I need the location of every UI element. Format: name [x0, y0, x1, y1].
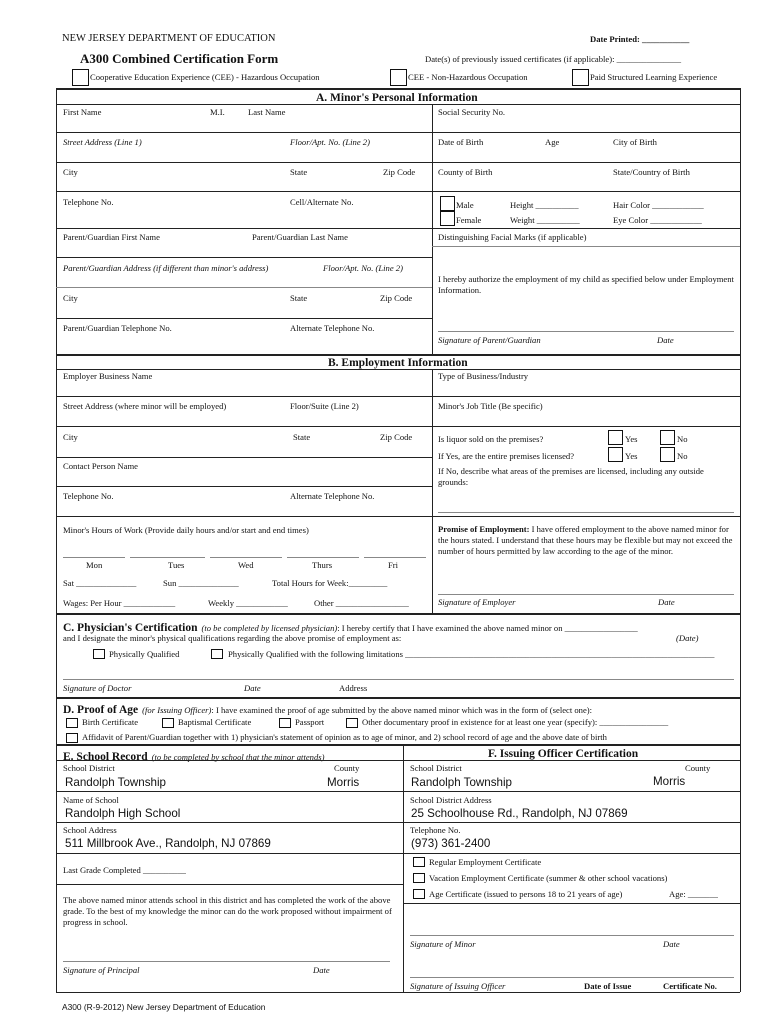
- promise-of-employment: [438, 524, 734, 557]
- pg-address-label: Parent/Guardian Address (if different than minor's address): [63, 263, 269, 273]
- employer-phone-label: Telephone No.: [63, 491, 114, 501]
- section-c-title: C. Physician's Certification: [63, 622, 198, 634]
- day-mon: Mon: [86, 560, 103, 570]
- principal-signature-label: Signature of Principal: [63, 965, 140, 975]
- age-label: Age: [545, 137, 560, 147]
- employer-name-label: Employer Business Name: [63, 371, 153, 381]
- liquor-yes-checkbox[interactable]: [608, 430, 623, 445]
- section-e-subtitle: (to be completed by school that the minor attends): [151, 752, 325, 762]
- floor-apt-label: Floor/Apt. No. (Line 2): [290, 137, 370, 147]
- fri-line: [364, 557, 426, 558]
- row-rule: [403, 903, 740, 904]
- e-county-label: County: [334, 763, 360, 773]
- day-fri: Fri: [388, 560, 399, 570]
- work-city-label: City: [63, 432, 78, 442]
- employer-signature-label: Signature of Employer: [438, 597, 516, 607]
- f-county-value[interactable]: Morris: [653, 775, 686, 788]
- business-type-label: Type of Business/Industry: [438, 371, 529, 381]
- row-rule: [56, 760, 740, 761]
- affidavit-checkbox[interactable]: [66, 733, 78, 743]
- parent-authorization-text: I hereby authorize the employment of my child as specified below under Employment Information.: [438, 274, 734, 295]
- department-name: NEW JERSEY DEPARTMENT OF EDUCATION: [62, 33, 276, 44]
- job-title-label: Minor's Job Title (Be specific): [438, 401, 543, 411]
- female-label: Female: [456, 215, 482, 225]
- passport-label: Passport: [295, 717, 325, 727]
- street-line1-label: Street Address (Line 1): [63, 137, 142, 147]
- pg-alt-phone-label: Alternate Telephone No.: [290, 323, 375, 333]
- cell-label: Cell/Alternate No.: [290, 197, 354, 207]
- row-rule: [56, 162, 740, 163]
- female-checkbox[interactable]: [440, 211, 455, 226]
- section-c-subtitle: (to be completed by licensed physician): [201, 623, 338, 633]
- city-of-birth-label: City of Birth: [613, 137, 657, 147]
- f-phone-value[interactable]: (973) 361-2400: [411, 837, 491, 850]
- doctor-address-label: Address: [339, 683, 368, 693]
- pg-last-name-label: Parent/Guardian Last Name: [252, 232, 348, 242]
- regular-cert-label: Regular Employment Certificate: [429, 857, 542, 867]
- work-state-label: State: [293, 432, 311, 442]
- section-a-top-rule: [56, 88, 740, 90]
- tues-line: [130, 557, 205, 558]
- eye-color-field[interactable]: Eye Color ____________: [613, 215, 702, 225]
- school-name-label: Name of School: [63, 795, 119, 805]
- licensed-areas-text: If No, describe what areas of the premises are licensed, including any outside grounds:: [438, 466, 704, 487]
- facial-marks-label: [438, 233, 586, 242]
- pg-floor-label: Floor/Apt. No. (Line 2): [323, 263, 403, 273]
- section-d-heading: [63, 701, 592, 717]
- baptismal-checkbox[interactable]: [162, 718, 174, 728]
- thin-rule: [432, 246, 740, 247]
- mon-line: [63, 557, 125, 558]
- row-rule: [56, 791, 403, 792]
- row-rule: [56, 396, 740, 397]
- previous-certificates: Date(s) of previously issued certificates (if applicable): _______________: [425, 54, 682, 64]
- section-c-date-label: (Date): [676, 633, 699, 643]
- signature-line: [438, 331, 734, 332]
- section-b-top-rule: [56, 354, 740, 356]
- thin-rule: [438, 512, 734, 513]
- qualified-limits-label: Physically Qualified with the following limitations ________________________________________________________________________: [228, 649, 715, 659]
- section-c-top-rule: [56, 613, 740, 615]
- row-rule: [56, 191, 740, 192]
- school-address-value[interactable]: 511 Millbrook Ave., Randolph, NJ 07869: [65, 837, 271, 850]
- zip-label: Zip Code: [383, 167, 416, 177]
- wages-hourly-field[interactable]: Wages: Per Hour ____________: [63, 598, 176, 608]
- school-address-label: School Address: [63, 825, 117, 835]
- male-label: Male: [456, 200, 474, 210]
- frame-left: [56, 88, 57, 992]
- liquor-no-label: No: [677, 434, 688, 444]
- signature-line: [410, 935, 734, 936]
- section-b-title: B. Employment Information: [328, 357, 468, 369]
- licensed-no-label: No: [677, 451, 688, 461]
- officer-signature-label: Signature of Issuing Officer: [410, 981, 506, 991]
- doctor-date-label: Date: [244, 683, 261, 693]
- e-county-value[interactable]: Morris: [327, 776, 360, 789]
- minor-signature-date-label: Date: [663, 939, 680, 949]
- cee-hazardous-checkbox[interactable]: [72, 69, 89, 86]
- other-doc-checkbox[interactable]: [346, 718, 358, 728]
- physically-qualified-label: Physically Qualified: [109, 649, 180, 659]
- dob-label: Date of Birth: [438, 137, 484, 147]
- row-rule: [56, 132, 740, 133]
- row-rule: [56, 822, 403, 823]
- work-zip-label: Zip Code: [380, 432, 413, 442]
- liquor-question: Is liquor sold on the premises?: [438, 434, 544, 444]
- signature-line: [438, 594, 734, 595]
- section-d-title: D. Proof of Age: [63, 704, 139, 716]
- frame-bottom: [56, 992, 740, 993]
- pg-city-label: City: [63, 293, 78, 303]
- row-rule: [56, 516, 740, 517]
- row-rule: [56, 457, 432, 458]
- cee-nonhazardous-label: CEE - Non-Hazardous Occupation: [408, 72, 528, 82]
- form-footer: A300 (R-9-2012) New Jersey Department of Education: [62, 1002, 266, 1012]
- pg-state-label: State: [290, 293, 308, 303]
- pg-first-name-label: Parent/Guardian First Name: [63, 232, 160, 242]
- section-c-text: : I hereby certify that I have examined the above named minor on _________________: [337, 623, 638, 633]
- frame-right: [740, 88, 741, 992]
- wages-other-field[interactable]: Other _________________: [314, 598, 409, 608]
- middle-initial-label: M.I.: [210, 107, 225, 117]
- e-district-value[interactable]: Randolph Township: [65, 776, 166, 789]
- section-e-heading: [63, 748, 324, 764]
- section-d-text: : I have examined the proof of age submitted by the above named minor which was in the form of (select one):: [211, 705, 593, 715]
- row-rule: [56, 318, 432, 319]
- other-doc-label: Other documentary proof in existence for at least one year (specify): ________________: [362, 717, 669, 727]
- hours-of-work-label: [63, 526, 309, 535]
- section-e-title: E. School Record: [63, 751, 148, 763]
- vacation-cert-checkbox[interactable]: [413, 873, 425, 883]
- thin-rule: [56, 287, 432, 288]
- vacation-cert-label: Vacation Employment Certificate (summer & other school vacations): [429, 873, 668, 883]
- floor-suite-label: Floor/Suite (Line 2): [290, 401, 359, 411]
- baptismal-label: Baptismal Certificate: [178, 717, 252, 727]
- qualified-limits-checkbox[interactable]: [211, 649, 223, 659]
- height-field[interactable]: Height __________: [510, 200, 579, 210]
- date-of-issue-label: Date of Issue: [584, 981, 632, 991]
- section-d-top-rule: [56, 697, 740, 699]
- employer-alt-phone-label: Alternate Telephone No.: [290, 491, 375, 501]
- promise-bold: Promise of Employment:: [438, 524, 530, 534]
- licensed-no-checkbox[interactable]: [660, 447, 675, 462]
- pg-phone-label: Parent/Guardian Telephone No.: [63, 323, 172, 333]
- row-rule: [56, 884, 403, 885]
- day-wed: Wed: [238, 560, 254, 570]
- section-a-title: A. Minor's Personal Information: [316, 92, 478, 104]
- male-checkbox[interactable]: [440, 196, 455, 211]
- saturday-field[interactable]: Sat ______________: [63, 578, 137, 588]
- section-d-subtitle: (for Issuing Officer): [142, 705, 212, 715]
- age-cert-checkbox[interactable]: [413, 889, 425, 899]
- f-district-value[interactable]: Randolph Township: [411, 776, 512, 789]
- weight-field[interactable]: Weight __________: [510, 215, 580, 225]
- promise-text: I have offered employment to the above named minor for the hours stated. I understand that these hours may be flexible but may not exceed the number of hours permitted by law according to the age of the minor.: [438, 524, 733, 556]
- thurs-line: [287, 557, 359, 558]
- work-street-label: Street Address (where minor will be employed): [63, 401, 227, 411]
- wed-line: [210, 557, 282, 558]
- parent-signature-label: Signature of Parent/Guardian: [438, 335, 541, 345]
- first-name-label: First Name: [63, 107, 102, 117]
- state-label: State: [290, 167, 308, 177]
- state-country-birth-label: State/Country of Birth: [613, 167, 690, 177]
- row-rule: [56, 486, 432, 487]
- section-ef-top-rule: [56, 744, 740, 746]
- last-grade-field[interactable]: Last Grade Completed __________: [63, 865, 186, 875]
- telephone-label: Telephone No.: [63, 197, 114, 207]
- liquor-no-checkbox[interactable]: [660, 430, 675, 445]
- licensed-yes-label: Yes: [625, 451, 638, 461]
- row-rule: [56, 257, 432, 258]
- row-rule: [56, 369, 740, 370]
- physically-qualified-checkbox[interactable]: [93, 649, 105, 659]
- row-rule: [403, 853, 740, 854]
- liquor-yes-label: Yes: [625, 434, 638, 444]
- sunday-field[interactable]: Sun ______________: [163, 578, 239, 588]
- facial-marks-text: Distinguishing Facial Marks (if applicable): [438, 232, 587, 242]
- principal-date-label: Date: [313, 965, 330, 975]
- age-cert-label: Age Certificate (issued to persons 18 to 21 years of age): [429, 889, 623, 899]
- affidavit-label: Affidavit of Parent/Guardian together with 1) physician's statement of opinion as to age of minor, and 2) school record of age and the above date of birth: [82, 732, 607, 742]
- day-tues: Tues: [168, 560, 185, 570]
- employer-signature-date-label: Date: [658, 597, 675, 607]
- licensed-yes-checkbox[interactable]: [608, 447, 623, 462]
- section-a-divider: [432, 104, 433, 354]
- f-county-label: County: [685, 763, 711, 773]
- signature-line: [410, 977, 734, 978]
- date-printed: Date Printed: ___________: [590, 34, 690, 44]
- section-c-text2: and I designate the minor's physical qualifications regarding the above promise of employment as:: [63, 633, 402, 643]
- hair-color-field[interactable]: Hair Color ____________: [613, 200, 704, 210]
- wages-weekly-field[interactable]: Weekly ____________: [208, 598, 288, 608]
- row-rule: [56, 853, 403, 854]
- row-rule: [403, 822, 740, 823]
- ssn-label: Social Security No.: [438, 107, 506, 117]
- f-address-label: School District Address: [410, 795, 492, 805]
- school-name-value[interactable]: Randolph High School: [65, 807, 181, 820]
- paid-sle-label: Paid Structured Learning Experience: [590, 72, 718, 82]
- f-district-label: School District: [410, 763, 462, 773]
- contact-person-label: Contact Person Name: [63, 461, 138, 471]
- f-phone-label: Telephone No.: [410, 825, 461, 835]
- row-rule: [403, 791, 740, 792]
- row-rule: [56, 426, 740, 427]
- section-ef-divider: [403, 744, 404, 992]
- minor-signature-label: Signature of Minor: [410, 939, 476, 949]
- cee-nonhazardous-checkbox[interactable]: [390, 69, 407, 86]
- city-label: City: [63, 167, 78, 177]
- last-name-label: Last Name: [248, 107, 286, 117]
- county-of-birth-label: County of Birth: [438, 167, 493, 177]
- hours-of-work-text: Minor's Hours of Work (Provide daily hours and/or start and end times): [63, 525, 309, 535]
- paid-sle-checkbox[interactable]: [572, 69, 589, 86]
- day-thurs: Thurs: [312, 560, 333, 570]
- school-statement: The above named minor attends school in this district and has completed the work of the above grade. To the best of my knowledge the minor can do the work proposed without impairment of progress in school.: [63, 895, 392, 927]
- signature-line: [63, 961, 390, 962]
- cee-hazardous-label: Cooperative Education Experience (CEE) - Hazardous Occupation: [90, 72, 320, 82]
- section-b-divider: [432, 369, 433, 613]
- licensed-question: If Yes, are the entire premises licensed?: [438, 451, 575, 461]
- total-hours-field[interactable]: Total Hours for Week:_________: [272, 578, 388, 588]
- section-a-header-rule: [56, 104, 740, 105]
- row-rule: [56, 228, 740, 229]
- e-district-label: School District: [63, 763, 115, 773]
- pg-zip-label: Zip Code: [380, 293, 413, 303]
- passport-checkbox[interactable]: [279, 718, 291, 728]
- f-address-value[interactable]: 25 Schoolhouse Rd., Randolph, NJ 07869: [411, 807, 628, 820]
- age-field[interactable]: Age: _______: [669, 889, 718, 899]
- birth-cert-checkbox[interactable]: [66, 718, 78, 728]
- regular-cert-checkbox[interactable]: [413, 857, 425, 867]
- thin-rule: [63, 679, 734, 680]
- parent-signature-date-label: Date: [657, 335, 674, 345]
- certificate-number-label: Certificate No.: [663, 981, 717, 991]
- doctor-signature-label: Signature of Doctor: [63, 683, 132, 693]
- birth-cert-label: Birth Certificate: [82, 717, 139, 727]
- section-f-title: F. Issuing Officer Certification: [488, 748, 639, 760]
- form-title: A300 Combined Certification Form: [80, 51, 279, 66]
